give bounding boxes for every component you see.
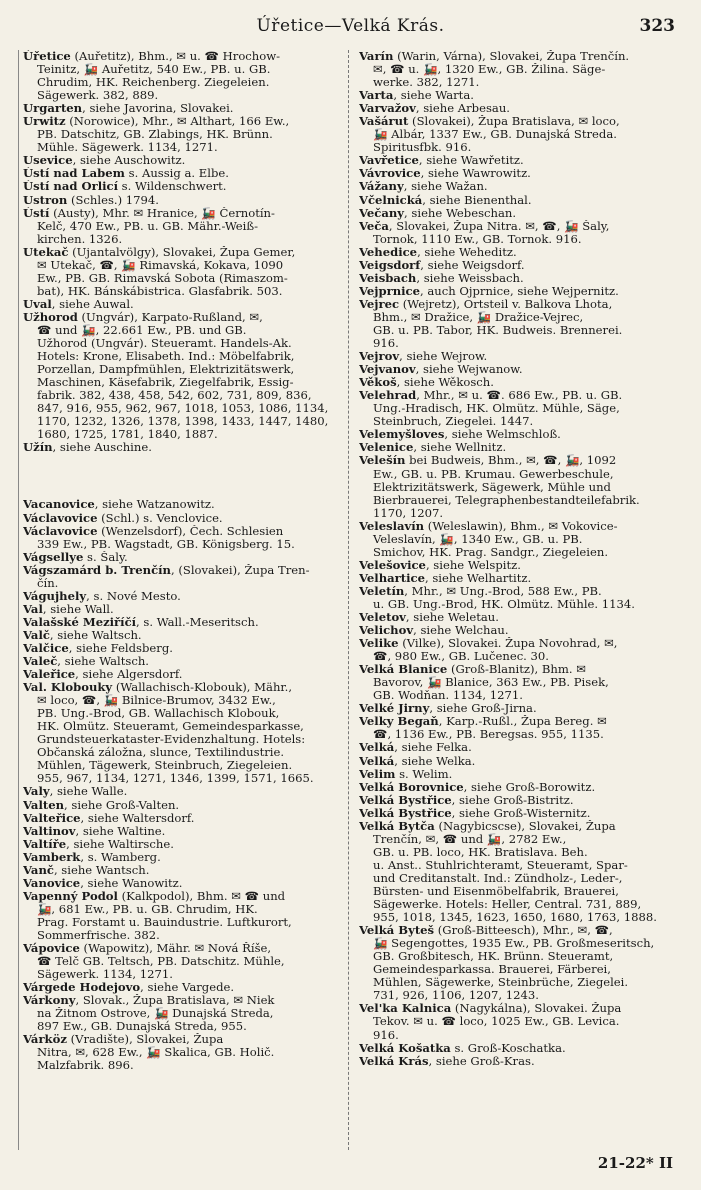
entry-continuation: Sägewerke. Hotels: Heller, Central. 731, 889, (373, 898, 642, 912)
entry-headline: Vel'ka Kalnica (Nagykálna), Slovakei. Župa (359, 1002, 622, 1016)
entry-headline: Val. Klobouky (Wallachisch-Klobouk), Mähr., (23, 681, 293, 695)
directory-entry (23, 681, 345, 785)
directory-entry (359, 794, 675, 807)
directory-entry (359, 428, 675, 441)
entry-continuation: 🚂, 681 Ew., PB. u. GB. Chrudim, HK. (37, 902, 258, 916)
directory-entry (23, 564, 345, 590)
directory-entry (23, 590, 345, 603)
entry-headline: Vágszamárd b. Trenčín, (Slovakei), Župa Tren- (23, 563, 310, 577)
entry-continuation: ✉ Utekač, ☎, 🚂 Rimavská, Kokava, 1090 (37, 258, 284, 272)
entry-headline: Valeč, siehe Waltsch. (23, 655, 149, 669)
entry-headline: Varín (Warin, Várna), Slovakei, Župa Trenčín. (359, 50, 630, 63)
entry-continuation: Ew., PB. GB. Rimavská Sobota (Rimaszom- (37, 271, 288, 285)
entry-continuation: 1680, 1725, 1781, 1840, 1887. (37, 428, 218, 442)
entry-headline: Urgarten, siehe Javorina, Slovakei. (23, 102, 234, 116)
entry-continuation: PB. Ung.-Brod, GB. Wallachisch Klobouk, (37, 707, 280, 721)
running-title: Úřetice—Velká Krás. (256, 16, 445, 36)
entry-continuation: Tornok, 1110 Ew., GB. Tornok. 916. (373, 232, 582, 246)
entry-continuation: ☎, 980 Ew., GB. Lučenec. 30. (373, 650, 549, 664)
entry-headline: Velká Borovnice, siehe Groß-Borowitz. (359, 780, 596, 794)
entry-continuation: u. Anst.. Stuhlrichteramt, Steueramt, Spar- (373, 858, 628, 872)
entry-headline: Valašské Meziříčí, s. Wall.-Meseritsch. (23, 615, 259, 629)
directory-entry (359, 154, 675, 167)
entry-headline: Velká Bystřice, siehe Groß-Bistritz. (359, 793, 574, 807)
entry-headline: Velike (Vilke), Slovakei. Župa Novohrad, ✉, (359, 637, 618, 651)
directory-entry (359, 585, 675, 611)
entry-headline: Užhorod (Ungvár), Karpato-Rußland, ✉, (23, 310, 263, 324)
entry-continuation: Tekov. ✉ u. ☎ loco, 1025 Ew., GB. Levica. (373, 1015, 620, 1029)
entry-headline: Veletín, Mhr., ✉ Ung.-Brod, 588 Ew., PB. (359, 584, 602, 598)
entry-continuation: werke. 382, 1271. (373, 76, 480, 90)
entry-headline: Varvažov, siehe Arbesau. (359, 102, 510, 116)
directory-entry (359, 194, 675, 207)
entry-headline: Večany, siehe Webeschan. (359, 206, 517, 220)
entry-continuation: ✉ loco, ☎, 🚂 Bilnice-Brumov, 3432 Ew., (37, 694, 276, 708)
entry-headline: Ústí nad Orlicí s. Wildenschwert. (23, 180, 227, 194)
entry-headline: Val, siehe Wall. (23, 602, 114, 616)
entry-continuation: kirchen. 1326. (37, 232, 123, 246)
entry-continuation: Spiritusfbk. 916. (373, 141, 472, 155)
entry-headline: Valtíře, siehe Waltirsche. (23, 837, 174, 851)
entry-continuation: Mühlen, Tägewerk, Steinbruch, Ziegeleien. (37, 759, 293, 773)
entry-headline: Úřetice (Auřetitz), Bhm., ✉ u. ☎ Hrochow- (23, 50, 281, 63)
entry-continuation: GB. Großbitesch, HK. Brünn. Steueramt, (373, 950, 614, 964)
entry-headline: Vágujhely, s. Nové Mesto. (23, 589, 181, 603)
entry-continuation: PB. Datschitz, GB. Zlabings, HK. Brünn. (37, 128, 273, 142)
entry-headline: Vašárut (Slovakei), Župa Bratislava, ✉ loco, (359, 115, 620, 129)
entry-continuation: Porzellan, Dampfmühlen, Elektrizitätswerk, (37, 363, 295, 377)
entry-headline: Valtinov, siehe Waltine. (23, 824, 166, 838)
directory-entry (359, 298, 675, 350)
entry-headline: Velká Košatka s. Groß-Koschatka. (359, 1041, 566, 1055)
directory-entry (359, 246, 675, 259)
entry-continuation: und Creditanstalt. Ind.: Zündholz-, Leder-, (373, 871, 623, 885)
directory-entry (359, 924, 675, 1002)
directory-entry (23, 642, 345, 655)
directory-entry (359, 755, 675, 768)
directory-entry (359, 637, 675, 663)
entry-continuation: Občanská záložna, slunce, Textilindustrie. (37, 746, 285, 760)
entry-headline: Velemyšloves, siehe Welmschloß. (359, 428, 561, 442)
directory-entry (359, 102, 675, 115)
directory-entry (23, 311, 345, 441)
directory-entry (359, 207, 675, 220)
entry-continuation: GB. u. PB. Tabor, HK. Budweis. Brennerei. (373, 323, 623, 337)
entry-headline: Várkony, Slovak., Župa Bratislava, ✉ Niek (23, 994, 275, 1008)
entry-continuation: u. GB. Ung.-Brod, HK. Olmütz. Mühle. 1134. (373, 597, 635, 611)
directory-entry (359, 1055, 675, 1068)
entry-continuation: bat), HK. Bánskábistrica. Glasfabrik. 503. (37, 284, 283, 298)
directory-entry (23, 115, 345, 154)
directory-entry (359, 1042, 675, 1055)
directory-entry (359, 520, 675, 559)
directory-entry (23, 838, 345, 851)
entry-continuation: Veleslavín, 🚂, 1340 Ew., GB. u. PB. (373, 532, 583, 546)
entry-continuation: Gemeindesparkassa. Brauerei, Färberei, (373, 963, 611, 977)
entry-continuation: Teinitz, 🚂 Auřetitz, 540 Ew., PB. u. GB. (37, 63, 271, 77)
directory-entry (359, 376, 675, 389)
directory-entry (23, 50, 345, 102)
entry-continuation: Steinbruch, Ziegelei. 1447. (373, 415, 534, 429)
entry-headline: Várköz (Vradište), Slovakei, Župa (23, 1033, 224, 1047)
entry-headline: Veigsdorf, siehe Weigsdorf. (359, 258, 525, 272)
entry-headline: Varta, siehe Warta. (359, 89, 474, 103)
entry-continuation: Sommerfrische. 382. (37, 929, 160, 942)
entry-headline: Valčice, siehe Feldsberg. (23, 641, 173, 655)
directory-entry (359, 624, 675, 637)
entry-continuation: 897 Ew., GB. Dunajská Streda, 955. (37, 1020, 247, 1034)
entry-headline: Valy, siehe Walle. (23, 785, 128, 799)
entry-continuation: ✉, ☎ u. 🚂, 1320 Ew., GB. Žilina. Säge- (373, 63, 606, 77)
directory-entry (359, 781, 675, 794)
entry-continuation: 916. (373, 337, 399, 351)
entry-continuation: Kelč, 470 Ew., PB. u. GB. Mähr.-Weiß- (37, 219, 259, 233)
entry-headline: Vehedice, siehe Weheditz. (359, 245, 517, 259)
page-header (0, 16, 701, 40)
directory-entry (359, 702, 675, 715)
entry-continuation: Ew., GB. u. PB. Krumau. Gewerbeschule, (373, 467, 614, 481)
entry-headline: Vážany, siehe Wažan. (359, 180, 488, 194)
entry-continuation: 731, 926, 1106, 1207, 1243. (373, 989, 539, 1003)
entry-headline: Vejrov, siehe Wejrow. (359, 350, 488, 364)
entry-headline: Urwitz (Norowice), Mhr., ✉ Althart, 166 Ew., (23, 115, 290, 129)
entry-headline: Velká Bytča (Nagybicscse), Slovakei, Župa (359, 819, 616, 833)
entry-headline: Valč, siehe Waltsch. (23, 628, 142, 642)
entry-headline: Václavovice (Wenzelsdorf), Čech. Schlesien (23, 524, 284, 538)
directory-entry (23, 551, 345, 564)
directory-entry (23, 616, 345, 629)
directory-entry (23, 655, 345, 668)
entry-headline: Velešovice, siehe Welspitz. (359, 558, 521, 572)
entry-headline: Vavřetice, siehe Wawřetitz. (359, 154, 524, 168)
entry-continuation: ☎ Telč GB. Teltsch, PB. Datschitz. Mühle, (37, 955, 285, 969)
directory-entry (23, 180, 345, 193)
entry-headline: Veleslavín (Weleslawin), Bhm., ✉ Vokovice- (359, 519, 618, 533)
directory-entry (359, 454, 675, 519)
entry-continuation: Maschinen, Käsefabrik, Ziegelfabrik, Essig- (37, 376, 294, 390)
entry-continuation: 🚂 Albár, 1337 Ew., GB. Dunajská Streda. (373, 128, 617, 142)
page-number: 323 (639, 16, 675, 36)
entry-headline: Václavovice (Schl.) s. Venclovice. (23, 511, 223, 525)
directory-entry (23, 298, 345, 311)
directory-entry (23, 799, 345, 812)
directory-entry (23, 207, 345, 246)
entry-continuation: 339 Ew., PB. Wagstadt, GB. Königsberg. 15. (37, 537, 295, 551)
entry-headline: Veča, Slovakei, Župa Nitra. ✉, ☎, 🚂 Šaly, (359, 219, 610, 233)
entry-continuation: 916. (373, 1028, 399, 1042)
entry-continuation: Bürsten- und Eisenmöbelfabrik, Brauerei, (373, 885, 619, 898)
directory-entry (359, 50, 675, 89)
directory-entry (23, 441, 345, 454)
directory-entry (359, 167, 675, 180)
entry-headline: Velim s. Welim. (359, 767, 453, 781)
entry-headline: Valten, siehe Groß-Valten. (23, 798, 180, 812)
entry-continuation: Grundsteuerkataster-Evidenzhaltung. Hotels: (37, 733, 306, 747)
entry-continuation: Užhorod (Ungvár). Steueramt. Handels-Ak. (37, 337, 292, 351)
directory-entry (359, 559, 675, 572)
entry-continuation: 847, 916, 955, 962, 967, 1018, 1053, 1086, 1134, (37, 402, 329, 416)
entry-continuation: Mühlen, Sägewerke, Steinbrüche, Ziegelei. (373, 976, 629, 990)
entry-headline: Velenice, siehe Wellnitz. (359, 441, 507, 455)
directory-entry (23, 1033, 345, 1072)
directory-entry (23, 812, 345, 825)
entry-headline: Veisbach, siehe Weissbach. (359, 271, 524, 285)
entry-headline: Velešín bei Budweis, Bhm., ✉, ☎, 🚂, 1092 (359, 454, 617, 468)
directory-entry (23, 154, 345, 167)
directory-entry (23, 167, 345, 180)
entry-continuation: 955, 967, 1134, 1271, 1346, 1399, 1571, 1665. (37, 772, 314, 786)
directory-entry (23, 246, 345, 298)
directory-entry (23, 629, 345, 642)
entry-continuation: 🚂 Segengottes, 1935 Ew., PB. Großmeseritsch, (373, 937, 655, 951)
entry-headline: Velká, siehe Welka. (359, 754, 476, 768)
directory-entry (359, 715, 675, 741)
entry-headline: Uval, siehe Auwal. (23, 297, 134, 311)
entry-headline: Velichov, siehe Welchau. (359, 624, 509, 638)
entry-headline: Vávrovice, siehe Wawrowitz. (359, 167, 531, 181)
entry-continuation: Ung.-Hradisch, HK. Olmütz. Mühle, Säge, (373, 402, 620, 416)
entry-headline: Vanč, siehe Wantsch. (23, 863, 150, 877)
entry-headline: Utekač (Ujantalvölgy), Slovakei, Župa Gemer, (23, 245, 296, 259)
directory-entry (359, 741, 675, 754)
entry-continuation: Bhm., ✉ Dražice, 🚂 Dražice-Vejrec, (373, 310, 584, 324)
entry-continuation: Mühle. Sägewerk. 1134, 1271. (37, 141, 218, 155)
entry-continuation: Hotels: Krone, Elisabeth. Ind.: Möbelfabrik, (37, 350, 295, 364)
entry-continuation: Bavorov, 🚂 Blanice, 363 Ew., PB. Pisek, (373, 676, 609, 690)
directory-entry (359, 1002, 675, 1041)
left-column (18, 50, 345, 1150)
directory-entry (23, 877, 345, 890)
entry-headline: Ústí (Austy), Mhr. ✉ Hranice, 🚂 Černotín- (23, 206, 275, 220)
entry-continuation: GB. u. PB. loco, HK. Bratislava. Beh. (373, 845, 588, 859)
entry-headline: Vapenný Podol (Kalkpodol), Bhm. ✉ ☎ und (23, 889, 286, 903)
entry-continuation: 955, 1018, 1345, 1623, 1650, 1680, 1763, 1888. (373, 911, 657, 925)
entry-headline: Vágsellye s. Šaly. (23, 550, 128, 564)
directory-entry (359, 611, 675, 624)
entry-continuation: na Žitnom Ostrove, 🚂 Dunajská Streda, (37, 1007, 274, 1021)
directory-entry (359, 663, 675, 702)
entry-headline: Velké Jirny, siehe Groß-Jirna. (359, 702, 537, 716)
directory-entry (23, 851, 345, 864)
directory-entry (23, 102, 345, 115)
directory-entry (23, 890, 345, 942)
entry-headline: Várgede Hodejovo, siehe Vargede. (23, 981, 235, 995)
entry-headline: Velká Bystřice, siehe Groß-Wisternitz. (359, 806, 591, 820)
entry-headline: Vanovice, siehe Wanowitz. (23, 876, 183, 890)
directory-entry (359, 820, 675, 924)
directory-entry (359, 768, 675, 781)
directory-entry (23, 994, 345, 1033)
entry-headline: Veletov, siehe Weletau. (359, 611, 499, 625)
entry-continuation: Prag. Forstamt u. Bauindustrie. Luftkurort, (37, 915, 292, 929)
entry-headline: Ústí nad Labem s. Aussig a. Elbe. (23, 167, 229, 181)
directory-entry (359, 572, 675, 585)
entry-headline: Velhartice, siehe Welhartitz. (359, 571, 532, 585)
directory-entry (359, 350, 675, 363)
directory-entry (359, 285, 675, 298)
directory-entry (23, 942, 345, 981)
directory-entry (359, 807, 675, 820)
entry-headline: Vápovice (Wapowitz), Mähr. ✉ Nová Říše, (23, 942, 272, 956)
entry-headline: Valeřice, siehe Algersdorf. (23, 668, 183, 682)
entry-headline: Věkoš, siehe Wěkosch. (359, 376, 494, 390)
entry-headline: Velehrad, Mhr., ✉ u. ☎. 686 Ew., PB. u. GB. (359, 389, 623, 403)
directory-entry (23, 864, 345, 877)
directory-entry (359, 220, 675, 246)
entry-continuation: Sägewerk. 1134, 1271. (37, 968, 173, 982)
entry-continuation: Trenčín, ✉, ☎ und 🚂, 2782 Ew., (373, 832, 567, 846)
printer-signature: 21-22* II (597, 1154, 673, 1172)
directory-entry (23, 194, 345, 207)
entry-continuation: HK. Olmütz. Steueramt, Gemeindesparkasse, (37, 720, 304, 734)
directory-entry (359, 89, 675, 102)
directory-entry (23, 825, 345, 838)
directory-entry (23, 512, 345, 525)
entry-continuation: Malzfabrik. 896. (37, 1059, 134, 1073)
directory-entry (359, 272, 675, 285)
directory-entry (23, 603, 345, 616)
directory-entry (23, 525, 345, 551)
entry-headline: Valteřice, siehe Waltersdorf. (23, 811, 195, 825)
entry-headline: Velká Byteš (Groß-Bitteesch), Mhr., ✉, ☎, (359, 924, 613, 938)
entry-headline: Užín, siehe Auschine. (23, 441, 152, 455)
directory-entry (359, 389, 675, 428)
entry-headline: Velká Blanice (Groß-Blanitz), Bhm. ✉ (359, 663, 586, 677)
entry-continuation: Nitra, ✉, 628 Ew., 🚂 Skalica, GB. Holič. (37, 1046, 275, 1060)
entry-headline: Vejvanov, siehe Wejwanow. (359, 363, 523, 377)
directory-entry (23, 785, 345, 798)
directory-entry (23, 668, 345, 681)
entry-headline: Vejprnice, auch Ojprnice, siehe Wejpernitz. (359, 284, 619, 298)
directory-entry (23, 981, 345, 994)
entry-headline: Velká Krás, siehe Groß-Kras. (359, 1054, 535, 1068)
entry-continuation: GB. Wodňan. 1134, 1271. (373, 689, 523, 703)
section-gap (23, 454, 345, 498)
entry-headline: Velká, siehe Felka. (359, 741, 472, 755)
entry-continuation: fabrik. 382, 438, 458, 542, 602, 731, 809, 836, (37, 389, 312, 403)
directory-entry (359, 441, 675, 454)
directory-entry (359, 259, 675, 272)
right-column (359, 50, 675, 1150)
entry-headline: Velky Begaň, Karp.-Rußl., Župa Bereg. ✉ (359, 715, 607, 729)
column-divider (348, 50, 349, 1150)
directory-entry (23, 498, 345, 511)
entry-continuation: ☎ und 🚂, 22.661 Ew., PB. und GB. (37, 323, 247, 337)
entry-headline: Včelnická, siehe Bienenthal. (359, 193, 532, 207)
entry-headline: Vacanovice, siehe Watzanowitz. (23, 498, 215, 512)
entry-headline: Usevice, siehe Auschowitz. (23, 154, 186, 168)
entry-headline: Ustron (Schles.) 1794. (23, 193, 159, 207)
directory-entry (359, 363, 675, 376)
entry-headline: Vejrec (Wejretz), Ortsteil v. Balkova Lhota, (359, 297, 613, 311)
entry-continuation: Elektrizitätswerk, Sägewerk, Mühle und (373, 480, 611, 494)
entry-continuation: Chrudim, HK. Reichenberg. Ziegeleien. (37, 76, 270, 90)
entry-continuation: Sägewerk. 382, 889. (37, 89, 159, 103)
entry-continuation: ☎, 1136 Ew., PB. Beregsas. 955, 1135. (373, 728, 604, 742)
entry-continuation: 1170, 1232, 1326, 1378, 1398, 1433, 1447, 1480, (37, 415, 329, 429)
directory-entry (359, 115, 675, 154)
entry-continuation: 1170, 1207. (373, 506, 444, 520)
entry-continuation: čín. (37, 576, 59, 590)
entry-headline: Vamberk, s. Wamberg. (23, 850, 161, 864)
entry-continuation: Bierbrauerei, Telegraphenbestandteilefabrik. (373, 493, 640, 507)
directory-entry (359, 180, 675, 193)
entry-continuation: Smichov, HK. Prag. Sandgr., Ziegeleien. (373, 545, 609, 559)
